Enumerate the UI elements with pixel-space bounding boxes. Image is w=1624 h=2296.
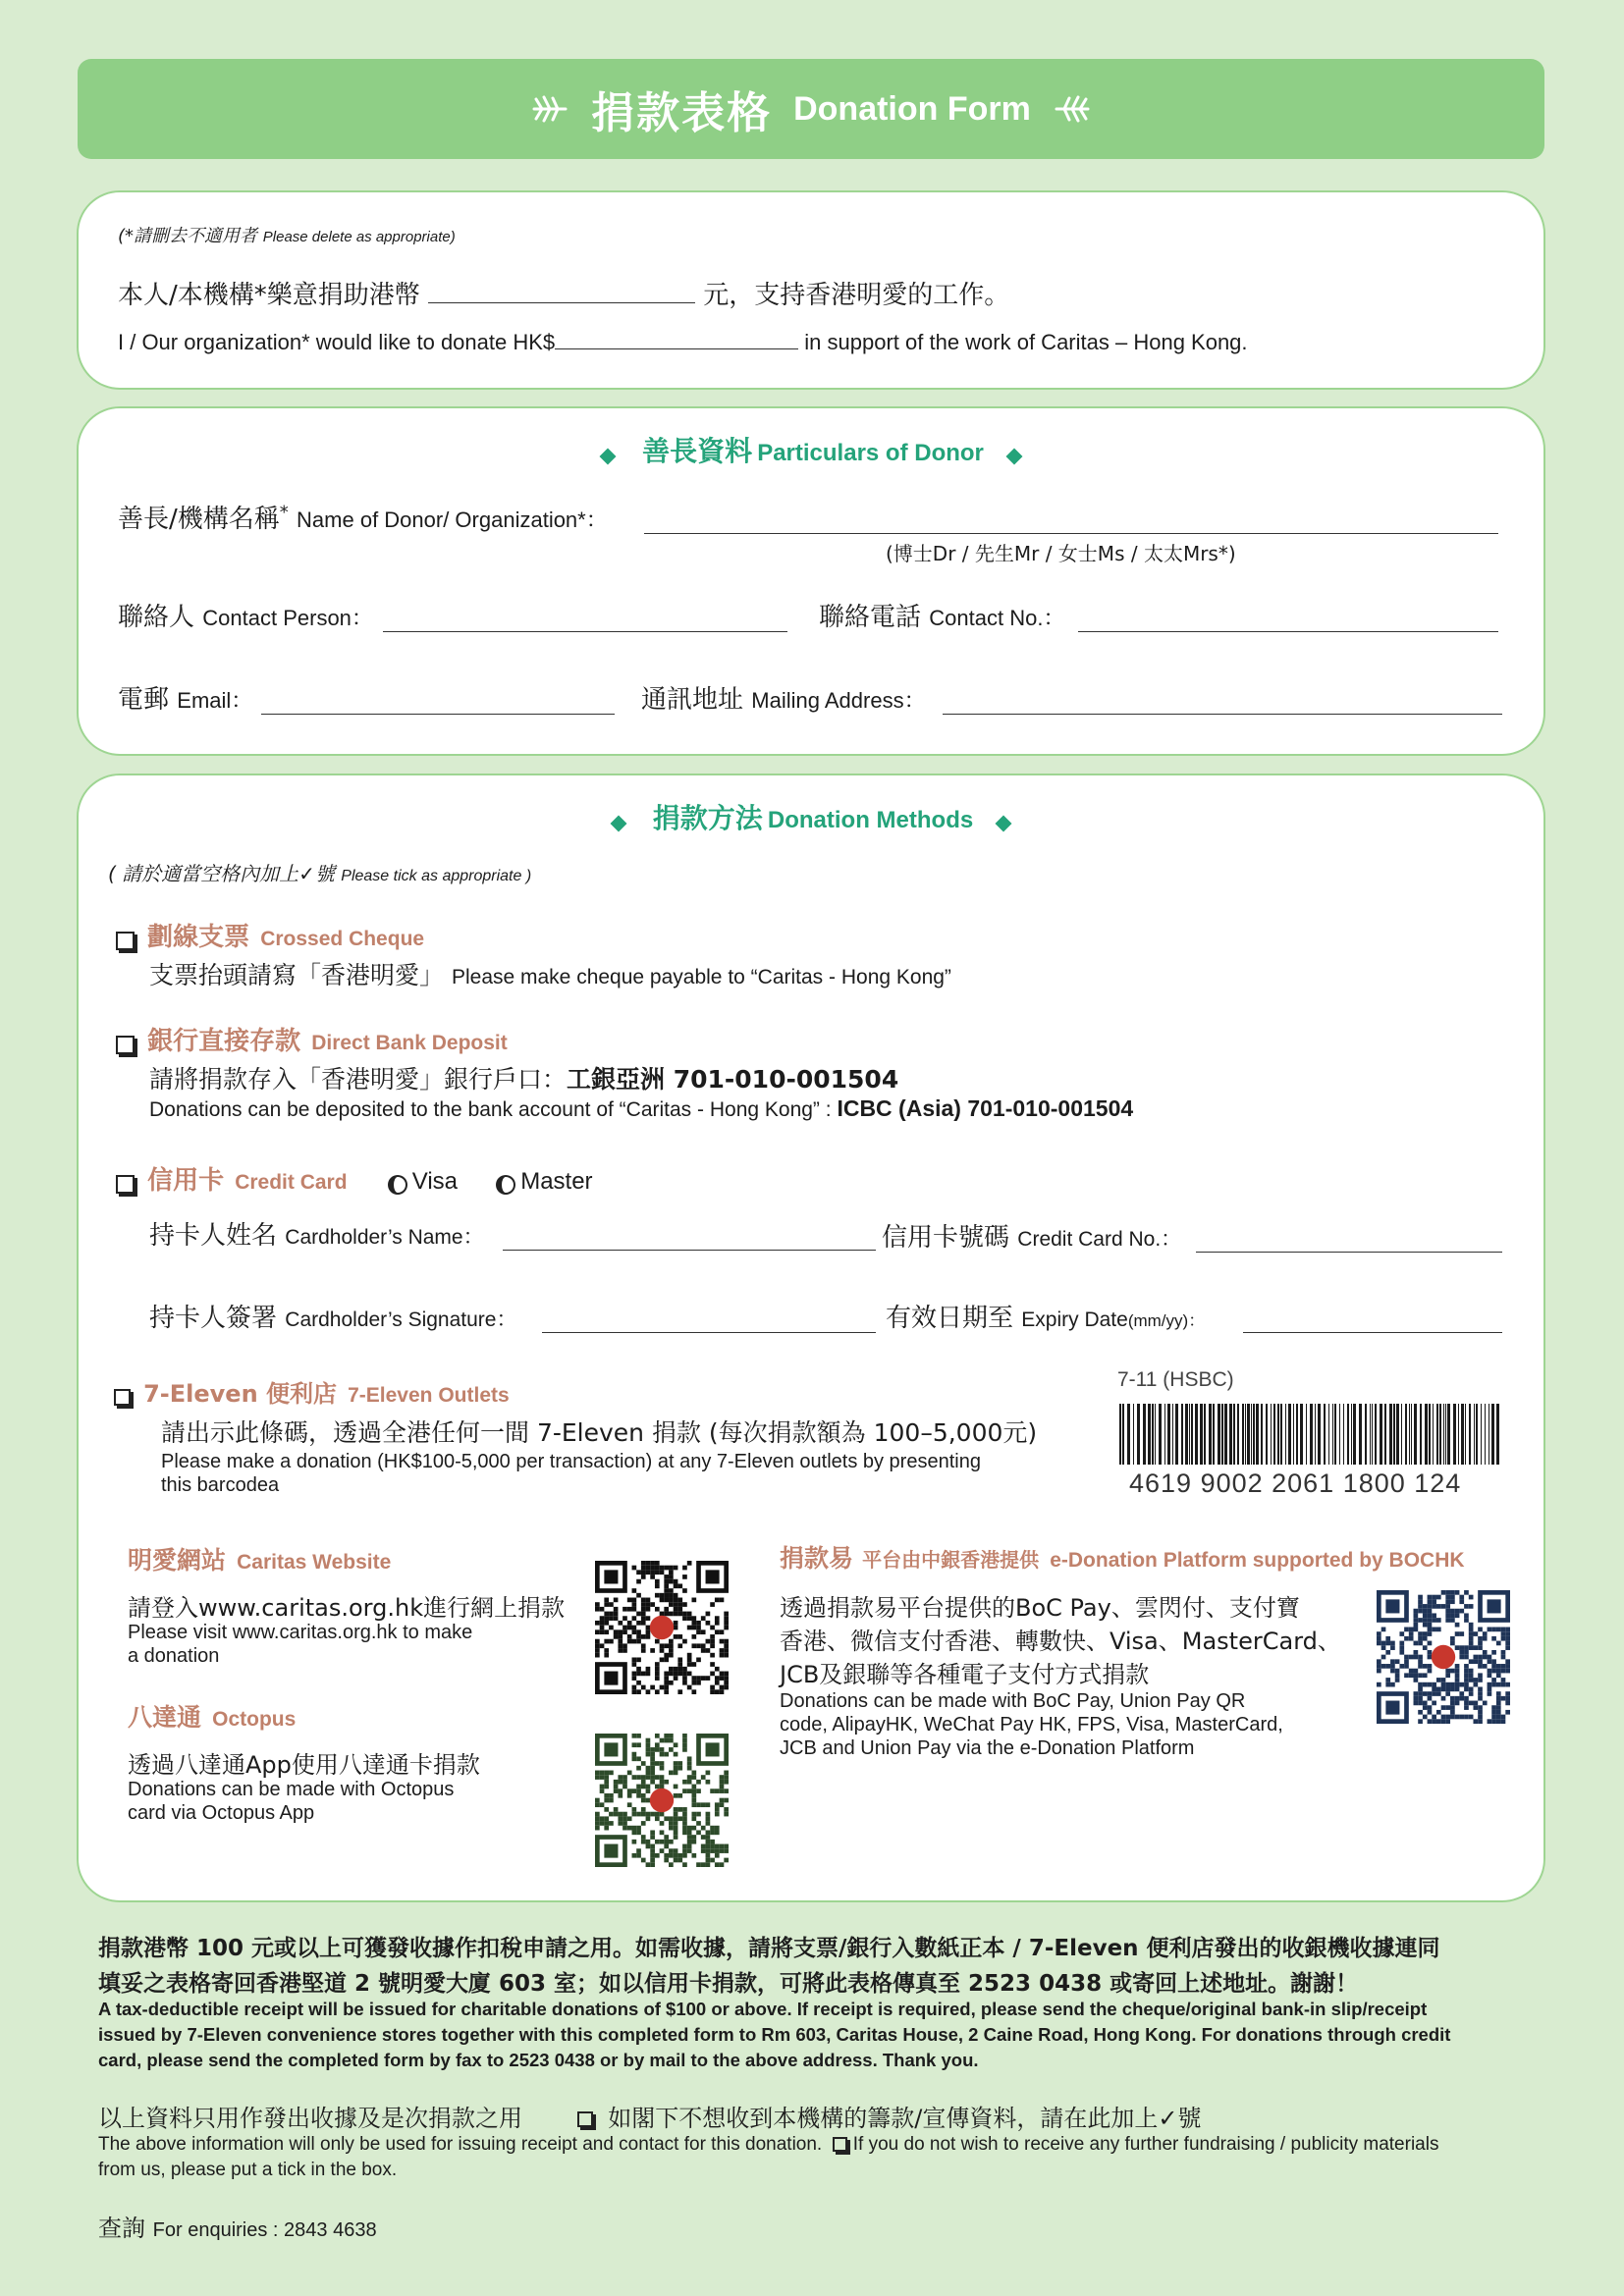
receipt-zh-line2: 填妥之表格寄回香港堅道 2 號明愛大廈 603 室；如以信用卡捐款，可將此表格傳真至 2523 0438 或寄回上述地址。謝謝！ bbox=[98, 1971, 1359, 1997]
bank-desc-zh: 請將捐款存入「香港明愛」銀行戶口： bbox=[149, 1065, 568, 1094]
bank-title-zh: 銀行直接存款 bbox=[147, 1027, 301, 1056]
signature-label-en: Cardholder’s Signature： bbox=[285, 1308, 517, 1331]
delete-note-zh: (*請刪去不適用者 bbox=[118, 226, 258, 246]
card-number-label-zh: 信用卡號碼 bbox=[882, 1223, 1010, 1253]
cheque-title-zh: 劃線支票 bbox=[147, 923, 250, 952]
octopus-desc-en1: Donations can be made with Octopus bbox=[128, 1779, 455, 1800]
website-title-zh: 明愛網站 bbox=[128, 1546, 227, 1575]
methods-section-title bbox=[79, 797, 1543, 836]
delete-note-en: Please delete as appropriate) bbox=[262, 229, 456, 245]
donor-title-zh: 善長資料 bbox=[642, 435, 753, 467]
checkbox-icon[interactable] bbox=[833, 2137, 847, 2152]
donor-name-row: 善長/機構名稱* Name of Donor/ Organization*： bbox=[118, 502, 608, 534]
signature-label-zh: 持卡人簽署 bbox=[149, 1304, 278, 1333]
diamond-icon bbox=[610, 815, 626, 831]
cardholder-name-row bbox=[149, 1215, 484, 1252]
receipt-en-line2: issued by 7-Eleven convenience stores together with this completed form to Rm 603, Caritas House, 2 Caine Road, Hong Kong. For donations through credit bbox=[98, 2024, 1451, 2045]
seven-desc-en1: Please make a donation (HK$100-5,000 per transaction) at any 7-Eleven outlets by presenting bbox=[161, 1451, 981, 1472]
donor-name-label-zh: 善長/機構名稱 bbox=[118, 505, 280, 534]
seven-desc-zh: 請出示此條碼，透過全港任何一間 7-Eleven 捐款 (每次捐款額為 100–5,000元) bbox=[161, 1418, 1038, 1447]
tick-note-en: Please tick as appropriate ) bbox=[341, 868, 532, 884]
visa-label: Visa bbox=[411, 1168, 459, 1195]
edonation-title-en: e-Donation Platform supported by BOCHK bbox=[1050, 1549, 1465, 1572]
checkbox-icon[interactable] bbox=[116, 932, 135, 950]
contact-no-field[interactable] bbox=[1078, 628, 1498, 632]
contact-no-label-zh: 聯絡電話 bbox=[819, 603, 922, 632]
donate-zh-prefix: 本人/本機構*樂意捐助港幣 bbox=[118, 281, 420, 310]
edonation-desc-en1: Donations can be made with BoC Pay, Union Pay QR bbox=[780, 1690, 1246, 1712]
optout-zh: 如閣下不想收到本機構的籌款/宣傳資料，請在此加上✓號 bbox=[608, 2105, 1202, 2132]
donate-zh-suffix: 元，支持香港明愛的工作。 bbox=[703, 281, 1010, 310]
signature-row bbox=[149, 1298, 516, 1334]
edonation-desc-zh2: 香港、微信支付香港、轉數快、Visa、MasterCard、 bbox=[780, 1628, 1341, 1655]
donor-name-label-en: Name of Donor/ Organization*： bbox=[297, 507, 608, 532]
edonation-desc-zh1: 透過捐款易平台提供的BoC Pay、雲閃付、支付寶 bbox=[780, 1594, 1300, 1622]
donor-card bbox=[77, 406, 1545, 756]
expiry-field[interactable] bbox=[1243, 1329, 1502, 1333]
contact-person-label-zh: 聯絡人 bbox=[118, 603, 195, 632]
email-label-en: Email： bbox=[177, 688, 253, 713]
receipt-en-line3: card, please send the completed form by fax to 2523 0438 or by mail to the above address. Thank you. bbox=[98, 2050, 979, 2070]
cardholder-name-label-en: Cardholder’s Name： bbox=[285, 1226, 484, 1249]
card-number-row bbox=[882, 1217, 1181, 1254]
address-label-en: Mailing Address： bbox=[751, 688, 926, 713]
bank-account-en: ICBC (Asia) 701-010-001504 bbox=[837, 1095, 1134, 1121]
form-title-en: Donation Form bbox=[793, 89, 1031, 128]
expiry-format: (mm/yy)： bbox=[1127, 1311, 1206, 1330]
donate-en-suffix: in support of the work of Caritas – Hong Kong. bbox=[804, 330, 1248, 354]
cheque-desc bbox=[149, 956, 951, 991]
edonation-desc-zh3: JCB及銀聯等各種電子支付方式捐款 bbox=[780, 1661, 1150, 1688]
contact-no-row bbox=[819, 597, 1064, 633]
barcode-number: 4619 9002 2061 1800 124 bbox=[1129, 1468, 1462, 1498]
website-desc-zh: 請登入www.caritas.org.hk進行網上捐款 bbox=[128, 1594, 566, 1622]
privacy-en1: The above information will only be used for issuing receipt and contact for this donation. bbox=[98, 2134, 823, 2155]
donation-amount-card bbox=[77, 190, 1545, 390]
website-title bbox=[128, 1541, 391, 1576]
radio-icon[interactable] bbox=[388, 1175, 407, 1195]
diamond-icon bbox=[996, 815, 1012, 831]
expiry-row bbox=[886, 1298, 1205, 1334]
expiry-label-zh: 有效日期至 bbox=[886, 1304, 1014, 1333]
master-label: Master bbox=[520, 1168, 593, 1195]
seven-eleven-option[interactable] bbox=[114, 1374, 510, 1409]
form-title-zh: 捐款表格 bbox=[591, 88, 773, 138]
radio-icon[interactable] bbox=[496, 1175, 515, 1195]
donate-en-prefix: I / Our organization* would like to donate HK$ bbox=[118, 330, 556, 354]
seven-desc-en2: this barcodea bbox=[161, 1474, 280, 1496]
edonation-title-zh: 捐款易 bbox=[780, 1544, 854, 1573]
receipt-zh-line1: 捐款港幣 100 元或以上可獲發收據作扣稅申請之用。如需收據，請將支票/銀行入數紙正本 / 7-Eleven 便利店發出的收銀機收據連同 bbox=[98, 1936, 1440, 1961]
edonation-title bbox=[780, 1539, 1465, 1575]
expiry-label-en: Expiry Date bbox=[1021, 1308, 1128, 1331]
bank-desc-zh-row bbox=[149, 1060, 898, 1095]
donor-name-field[interactable] bbox=[644, 530, 1498, 534]
tick-note bbox=[108, 858, 531, 886]
card-number-field[interactable] bbox=[1196, 1249, 1502, 1253]
bank-option[interactable] bbox=[116, 1021, 508, 1057]
cardholder-name-field[interactable] bbox=[503, 1247, 876, 1251]
edonation-desc-en2: code, AlipayHK, WeChat Pay HK, FPS, Visa, MasterCard, bbox=[780, 1714, 1283, 1735]
optout-checkbox-en[interactable] bbox=[833, 2134, 847, 2155]
seven-title-zh: 7-Eleven 便利店 bbox=[143, 1380, 338, 1408]
email-row bbox=[118, 679, 252, 716]
website-qr-code-icon[interactable] bbox=[595, 1561, 729, 1694]
optout-checkbox[interactable] bbox=[577, 2105, 593, 2132]
mailing-address-field[interactable] bbox=[943, 711, 1502, 715]
mailing-address-row bbox=[641, 679, 926, 716]
bank-account-zh: 工銀亞洲 701-010-001504 bbox=[567, 1065, 899, 1094]
amount-en-field[interactable] bbox=[555, 348, 798, 349]
barcode bbox=[1119, 1404, 1506, 1465]
diamond-icon bbox=[1006, 448, 1023, 464]
octopus-desc-en2: card via Octopus App bbox=[128, 1802, 315, 1824]
enquiry-zh: 查詢 bbox=[98, 2215, 145, 2242]
contact-person-row bbox=[118, 597, 373, 633]
email-label-zh: 電郵 bbox=[118, 685, 170, 715]
privacy-zh: 以上資料只用作發出收據及是次捐款之用 bbox=[98, 2105, 522, 2132]
contact-person-label-en: Contact Person： bbox=[202, 606, 373, 630]
methods-card bbox=[77, 774, 1545, 1902]
card-title-zh: 信用卡 bbox=[147, 1166, 225, 1196]
enquiry-row bbox=[98, 2209, 377, 2243]
email-field[interactable] bbox=[261, 711, 615, 715]
octopus-title-zh: 八達通 bbox=[128, 1703, 202, 1732]
donate-line-en bbox=[118, 330, 1248, 355]
octopus-title bbox=[128, 1698, 296, 1734]
bank-desc-en: Donations can be deposited to the bank account of “Caritas - Hong Kong” : bbox=[149, 1098, 838, 1121]
octopus-desc-zh: 透過八達通App使用八達通卡捐款 bbox=[128, 1751, 480, 1779]
enquiry-en: For enquiries : 2843 4638 bbox=[152, 2219, 377, 2241]
diamond-icon bbox=[599, 448, 616, 464]
cheque-desc-en: Please make cheque payable to “Caritas - Hong Kong” bbox=[451, 966, 951, 988]
privacy-zh-row bbox=[98, 2099, 1201, 2133]
visa-option[interactable] bbox=[388, 1168, 462, 1195]
checkbox-icon[interactable] bbox=[114, 1389, 131, 1406]
signature-field[interactable] bbox=[542, 1329, 876, 1333]
cheque-title-en: Crossed Cheque bbox=[260, 928, 425, 950]
cardholder-name-label-zh: 持卡人姓名 bbox=[149, 1221, 278, 1251]
card-number-label-en: Credit Card No.： bbox=[1017, 1228, 1182, 1251]
octopus-qr-code-icon[interactable] bbox=[595, 1734, 729, 1867]
edonation-qr-code-icon[interactable] bbox=[1377, 1590, 1510, 1724]
barcode-label: 7-11 (HSBC) bbox=[1117, 1368, 1234, 1391]
delete-note bbox=[118, 222, 456, 247]
address-label-zh: 通訊地址 bbox=[641, 685, 744, 715]
contact-person-field[interactable] bbox=[383, 628, 787, 632]
methods-title-en: Donation Methods bbox=[767, 807, 974, 833]
receipt-en-line1: A tax-deductible receipt will be issued for charitable donations of $100 or above. If receipt is required, please send the cheque/original bank-in slip/receipt bbox=[98, 1999, 1428, 2019]
privacy-en2: from us, please put a tick in the box. bbox=[98, 2160, 398, 2180]
master-option[interactable] bbox=[496, 1168, 593, 1195]
website-desc-en2: a donation bbox=[128, 1645, 220, 1667]
methods-title-zh: 捐款方法 bbox=[652, 802, 763, 834]
edonation-desc-en3: JCB and Union Pay via the e-Donation Platform bbox=[780, 1737, 1195, 1759]
cheque-desc-zh: 支票抬頭請寫「香港明愛」 bbox=[149, 961, 445, 989]
octopus-title-en: Octopus bbox=[212, 1708, 297, 1731]
checkbox-icon[interactable] bbox=[577, 2111, 593, 2127]
edonation-title-zh-sub: 平台由中銀香港提供 bbox=[862, 1548, 1040, 1572]
checkbox-icon[interactable] bbox=[116, 1036, 135, 1054]
credit-card-option[interactable] bbox=[116, 1160, 593, 1197]
bank-desc-en-row bbox=[149, 1095, 1133, 1122]
privacy-en-row bbox=[98, 2134, 1438, 2156]
donate-line-zh bbox=[118, 275, 1009, 311]
seven-title-en: 7-Eleven Outlets bbox=[348, 1384, 510, 1407]
donor-section-title bbox=[79, 430, 1543, 469]
website-title-en: Caritas Website bbox=[237, 1551, 392, 1574]
bank-title-en: Direct Bank Deposit bbox=[311, 1032, 508, 1054]
donor-title-options: (博士Dr / 先生Mr / 女士Ms / 太太Mrs*) bbox=[886, 542, 1236, 565]
card-title-en: Credit Card bbox=[235, 1171, 348, 1194]
checkbox-icon[interactable] bbox=[116, 1175, 135, 1194]
amount-zh-field[interactable] bbox=[428, 302, 695, 303]
leaf-left-icon bbox=[530, 89, 569, 129]
tick-note-zh: ( 請於適當空格內加上✓號 bbox=[108, 862, 335, 885]
donor-title-en: Particulars of Donor bbox=[757, 440, 984, 466]
cheque-option[interactable] bbox=[116, 917, 424, 953]
website-desc-en1: Please visit www.caritas.org.hk to make bbox=[128, 1622, 473, 1643]
contact-no-label-en: Contact No.： bbox=[929, 606, 1065, 630]
form-header bbox=[78, 59, 1544, 159]
leaf-right-icon bbox=[1053, 89, 1092, 129]
optout-en1: If you do not wish to receive any further fundraising / publicity materials bbox=[852, 2134, 1439, 2155]
